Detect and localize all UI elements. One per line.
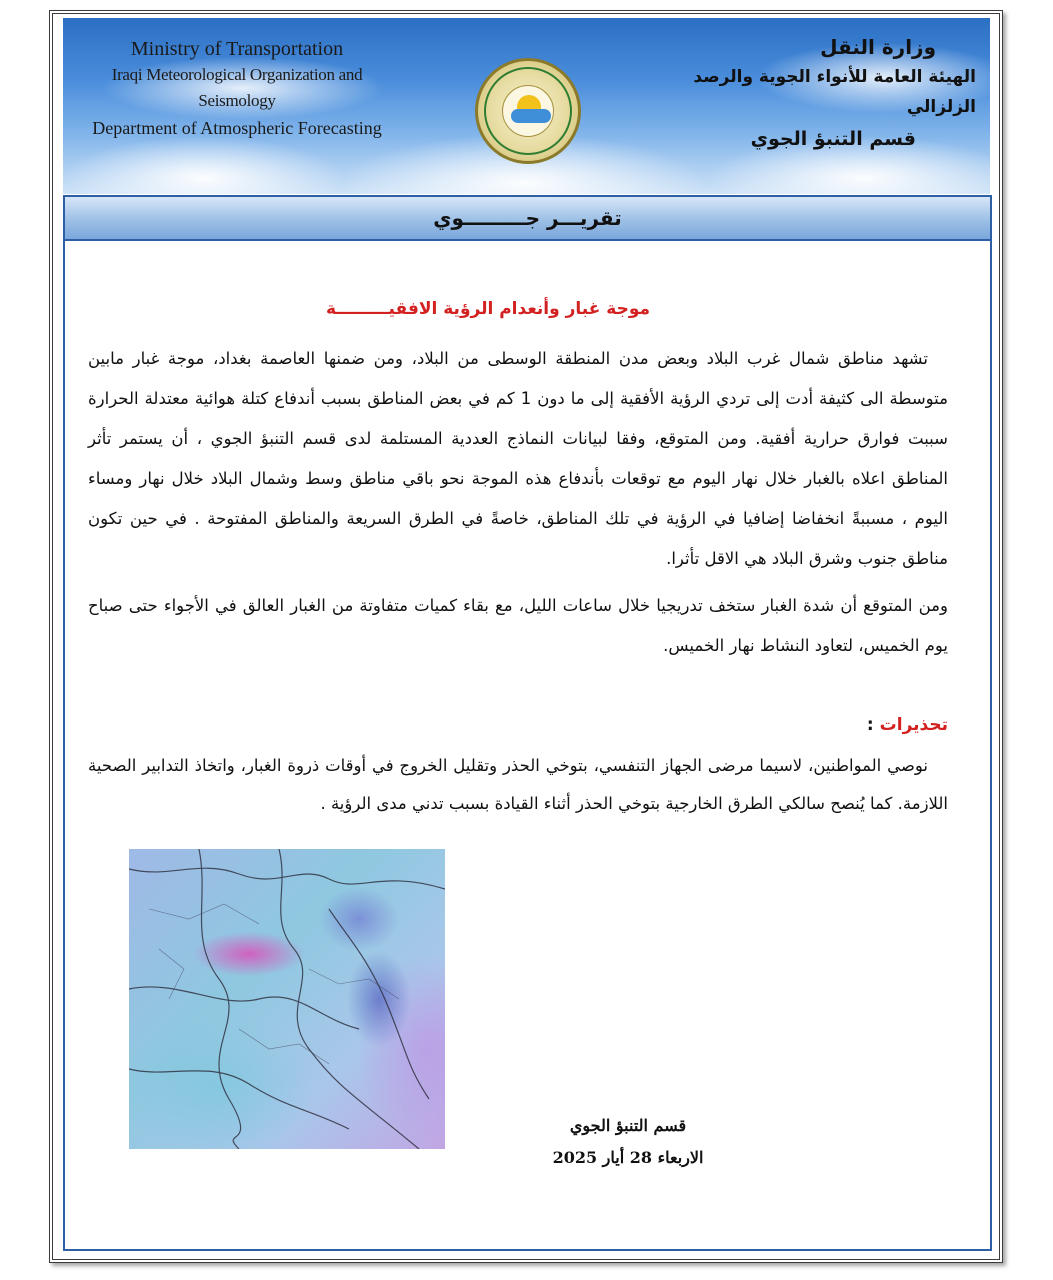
- warnings-text: نوصي المواطنين، لاسيما مرضى الجهاز التنفسي، بتوخي الحذر وتقليل الخروج في أوقات ذروة الغبار، واتخاذ التدابير الصحية اللازمة. كما يُنصح سالكي الطرق الخارجية بتوخي الحذر أثناء القيادة بسبب تدني مدى الرؤية .: [88, 756, 948, 813]
- ministry-name-ar: وزارة النقل: [820, 35, 936, 59]
- arabic-letterhead: [676, 32, 976, 156]
- report-paragraph-1: تشهد مناطق شمال غرب البلاد وبعض مدن المنطقة الوسطى من البلاد، ومن ضمنها العاصمة بغداد، موجة غبار مابين متوسطة الى كثيفة أدت إلى تردي الرؤية الأفقية إلى ما دون 1 كم في بعض المناطق بسبب أندفاع كتلة هوائية معتدلة الحرارة سببت فوارق حرارية أفقية. ومن المتوقع، وفقا لبيانات النماذج العددية المستلمة لدى قسم التنبؤ الجوي ، أن يستمر تأثر المناطق اعلاه بالغبار خلال نهار اليوم مع توقعات بأندفاع هذه الموجة نحو باقي مناطق وسط وشمال البلاد خلال نهار ومساء اليوم ، مسببةً انخفاضا إضافيا في الرؤية في تلك المناطق، خاصةً في الطرق السريعة والمناطق المفتوحة . في حين تكون مناطق جنوب وشرق البلاد هي الاقل تأثرا.: [88, 349, 948, 568]
- report-date: الاربعاء 28 أيار 2025: [552, 1148, 704, 1167]
- map-borders: [129, 849, 445, 1149]
- satellite-dust-map-image: [129, 849, 445, 1149]
- seal-logo-icon: [475, 58, 581, 164]
- report-paragraph-2: ومن المتوقع أن شدة الغبار ستخف تدريجيا خلال ساعات الليل، مع بقاء كميات متفاوتة من الغبار العالق في الأجواء حتى صباح يوم الخميس، لتعاود النشاط نهار الخميس.: [88, 596, 948, 655]
- department-name-en: Department of Atmospheric Forecasting: [92, 118, 382, 138]
- signature-block: [513, 1111, 743, 1175]
- report-title: تقريـــر جـــــــــوي: [433, 206, 622, 230]
- ministry-name-en: Ministry of Transportation: [130, 38, 344, 60]
- report-body: [63, 241, 992, 1251]
- report-heading: موجة غبار وأنعدام الرؤية الافقيـــــــــة: [325, 299, 650, 319]
- organization-name-ar: الهيئة العامة للأنواء الجوية والرصد الزلزالي: [693, 67, 976, 117]
- report-page: [49, 10, 1003, 1263]
- report-title-bar: [63, 195, 992, 241]
- letterhead: [63, 18, 990, 194]
- department-name-ar: قسم التنبؤ الجوي: [750, 128, 916, 150]
- signature-department: قسم التنبؤ الجوي: [569, 1116, 687, 1135]
- warnings-heading-colon: :: [866, 715, 874, 735]
- organization-name-en: Iraqi Meteorological Organization and Seismology: [111, 65, 363, 110]
- warnings-heading-label: تحذيرات: [879, 715, 948, 735]
- warnings-heading: [867, 715, 948, 735]
- english-letterhead: [77, 36, 397, 142]
